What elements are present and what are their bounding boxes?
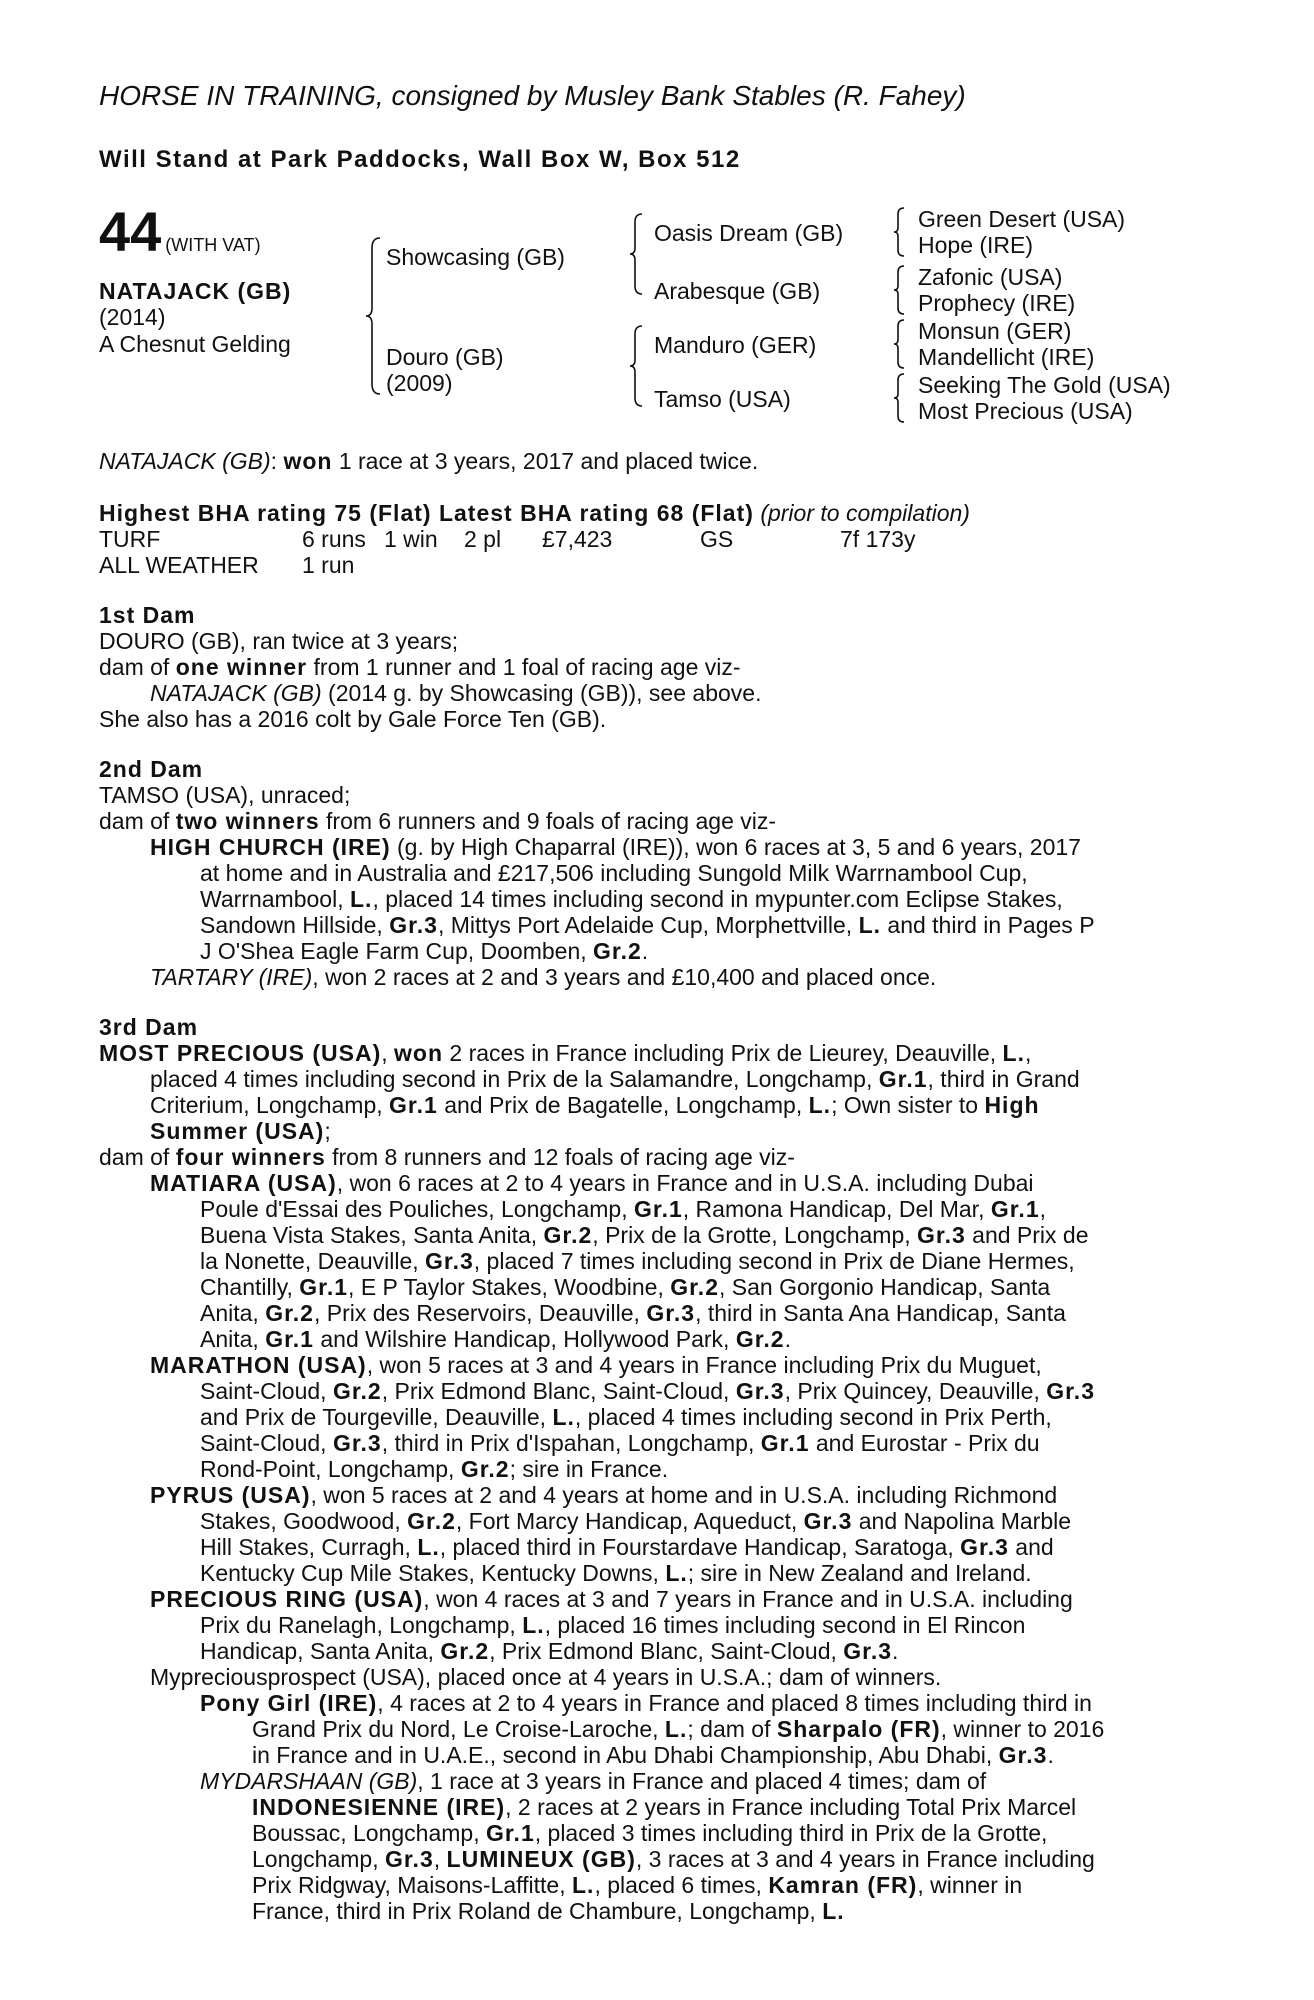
- first-dam-foal: NATAJACK (GB) (2014 g. by Showcasing (GB)), see above.: [150, 680, 762, 706]
- most-precious-line4: Summer (USA);: [150, 1118, 331, 1144]
- vat-note: (WITH VAT): [165, 235, 261, 255]
- pyrus-line4: Kentucky Cup Mile Stakes, Kentucky Downs, L.; sire in New Zealand and Ireland.: [200, 1560, 1032, 1586]
- pedigree-dam: Douro (GB): [386, 344, 504, 370]
- rating-line: Highest BHA rating 75 (Flat) Latest BHA rating 68 (Flat) (prior to compilation): [99, 500, 970, 526]
- pedigree-sire-dam: Arabesque (GB): [654, 278, 821, 304]
- mypreciousprospect-line: Mypreciousprospect (USA), placed once at 4 years in U.S.A.; dam of winners.: [150, 1664, 942, 1690]
- first-dam-produce: dam of one winner from 1 runner and 1 foal of racing age viz-: [99, 654, 741, 680]
- first-dam-line: DOURO (GB), ran twice at 3 years;: [99, 628, 459, 654]
- matiara-line4: la Nonette, Deauville, Gr.3, placed 7 times including second in Prix de Diane Hermes,: [200, 1248, 1075, 1274]
- precious-ring-line3: Handicap, Santa Anita, Gr.2, Prix Edmond Blanc, Saint-Cloud, Gr.3.: [200, 1638, 899, 1664]
- high-church-line5: J O'Shea Eagle Farm Cup, Doomben, Gr.2.: [200, 938, 649, 964]
- mydarshaan-line4: Longchamp, Gr.3, LUMINEUX (GB), 3 races at 3 and 4 years in France including: [252, 1846, 1095, 1872]
- mydarshaan-line2: INDONESIENNE (IRE), 2 races at 2 years in France including Total Prix Marcel: [252, 1794, 1077, 1820]
- pedigree-dss: Monsun (GER): [918, 318, 1072, 344]
- aw-label: ALL WEATHER: [99, 552, 259, 578]
- turf-distance: 7f 173y: [840, 526, 916, 552]
- turf-runs: 6 runs: [302, 526, 366, 552]
- pony-girl-line1: Pony Girl (IRE), 4 races at 2 to 4 years in France and placed 8 times including third in: [200, 1690, 1092, 1716]
- pedigree-brace-ss: [892, 206, 906, 258]
- turf-going: GS: [700, 526, 734, 552]
- first-dam-note: She also has a 2016 colt by Gale Force Ten (GB).: [99, 706, 607, 732]
- pedigree-brace-dam: [628, 324, 644, 408]
- precious-ring-line1: PRECIOUS RING (USA), won 4 races at 3 and 7 years in France and in U.S.A. including: [150, 1586, 1073, 1612]
- turf-prize: £7,423: [542, 526, 613, 552]
- marathon-line3: and Prix de Tourgeville, Deauville, L., placed 4 times including second in Prix Perth,: [200, 1404, 1052, 1430]
- matiara-line5: Chantilly, Gr.1, E P Taylor Stakes, Woodbine, Gr.2, San Gorgonio Handicap, Santa: [200, 1274, 1051, 1300]
- pedigree-sire-sire: Oasis Dream (GB): [654, 220, 844, 246]
- matiara-line1: MATIARA (USA), won 6 races at 2 to 4 years in France and in U.S.A. including Dubai: [150, 1170, 1034, 1196]
- mydarshaan-line3: Boussac, Longchamp, Gr.1, placed 3 times including third in Prix de la Grotte,: [252, 1820, 1048, 1846]
- race-summary: NATAJACK (GB): won 1 race at 3 years, 2017 and placed twice.: [99, 448, 759, 474]
- most-precious-line3: Criterium, Longchamp, Gr.1 and Prix de Bagatelle, Longchamp, L.; Own sister to High: [150, 1092, 1040, 1118]
- high-church-line1: HIGH CHURCH (IRE) (g. by High Chaparral (IRE)), won 6 races at 3, 5 and 6 years, 2017: [150, 834, 1081, 860]
- marathon-line2: Saint-Cloud, Gr.2, Prix Edmond Blanc, Saint-Cloud, Gr.3, Prix Quincey, Deauville, Gr.3: [200, 1378, 1095, 1404]
- mydarshaan-line1: MYDARSHAAN (GB), 1 race at 3 years in France and placed 4 times; dam of: [200, 1768, 987, 1794]
- marathon-line4: Saint-Cloud, Gr.3, third in Prix d'Ispahan, Longchamp, Gr.1 and Eurostar - Prix du: [200, 1430, 1040, 1456]
- high-church-line3: Warrnambool, L., placed 14 times including second in mypunter.com Eclipse Stakes,: [200, 886, 1063, 912]
- pony-girl-line2: Grand Prix du Nord, Le Croise-Laroche, L.; dam of Sharpalo (FR), winner to 2016: [252, 1716, 1105, 1742]
- horse-description: A Chesnut Gelding: [99, 331, 291, 357]
- lot-number-block: [99, 200, 261, 263]
- most-precious-line2: placed 4 times including second in Prix de la Salamandre, Longchamp, Gr.1, third in Grand: [150, 1066, 1080, 1092]
- mydarshaan-line6: France, third in Prix Roland de Chambure, Longchamp, L.: [252, 1898, 845, 1924]
- pedigree-sire: Showcasing (GB): [386, 244, 565, 270]
- stand-location: Will Stand at Park Paddocks, Wall Box W, Box 512: [99, 146, 741, 173]
- pedigree-ddd: Most Precious (USA): [918, 398, 1133, 424]
- mydarshaan-line5: Prix Ridgway, Maisons-Laffitte, L., placed 6 times, Kamran (FR), winner in: [252, 1872, 1023, 1898]
- matiara-line7: Anita, Gr.1 and Wilshire Handicap, Hollywood Park, Gr.2.: [200, 1326, 791, 1352]
- pony-girl-line3: in France and in U.A.E., second in Abu Dhabi Championship, Abu Dhabi, Gr.3.: [252, 1742, 1054, 1768]
- pedigree-sds: Zafonic (USA): [918, 264, 1063, 290]
- pedigree-brace-sire: [628, 212, 644, 296]
- pedigree-sss: Green Desert (USA): [918, 206, 1126, 232]
- pedigree-brace-dd: [892, 372, 906, 424]
- first-dam-heading: 1st Dam: [99, 602, 196, 628]
- horse-year: (2014): [99, 304, 166, 330]
- pedigree-dsd: Mandellicht (IRE): [918, 344, 1095, 370]
- page-header: HORSE IN TRAINING, consigned by Musley Bank Stables (R. Fahey): [99, 80, 966, 111]
- second-dam-produce: dam of two winners from 6 runners and 9 foals of racing age viz-: [99, 808, 777, 834]
- pedigree-brace-ds: [892, 318, 906, 370]
- turf-placed: 2 pl: [464, 526, 502, 552]
- precious-ring-line2: Prix du Ranelagh, Longchamp, L., placed 16 times including second in El Rincon: [200, 1612, 1026, 1638]
- pedigree-ssd: Hope (IRE): [918, 232, 1034, 258]
- marathon-line5: Rond-Point, Longchamp, Gr.2; sire in France.: [200, 1456, 669, 1482]
- pedigree-dam-sire: Manduro (GER): [654, 332, 817, 358]
- matiara-line6: Anita, Gr.2, Prix des Reservoirs, Deauville, Gr.3, third in Santa Ana Handicap, Santa: [200, 1300, 1066, 1326]
- high-church-line2: at home and in Australia and £217,506 including Sungold Milk Warrnambool Cup,: [200, 860, 1028, 886]
- pedigree-dds: Seeking The Gold (USA): [918, 372, 1171, 398]
- horse-name: NATAJACK (GB): [99, 278, 292, 304]
- pyrus-line2: Stakes, Goodwood, Gr.2, Fort Marcy Handicap, Aqueduct, Gr.3 and Napolina Marble: [200, 1508, 1072, 1534]
- second-dam-line: TAMSO (USA), unraced;: [99, 782, 351, 808]
- turf-label: TURF: [99, 526, 161, 552]
- aw-runs: 1 run: [302, 552, 355, 578]
- third-dam-heading: 3rd Dam: [99, 1014, 199, 1040]
- pedigree-brace-sd: [892, 264, 906, 316]
- pedigree-brace-gen1: [364, 236, 382, 396]
- pyrus-line1: PYRUS (USA), won 5 races at 2 and 4 years at home and in U.S.A. including Richmond: [150, 1482, 1058, 1508]
- matiara-line3: Buena Vista Stakes, Santa Anita, Gr.2, Prix de la Grotte, Longchamp, Gr.3 and Prix de: [200, 1222, 1089, 1248]
- third-dam-produce: dam of four winners from 8 runners and 12 foals of racing age viz-: [99, 1144, 795, 1170]
- most-precious-line1: MOST PRECIOUS (USA), won 2 races in France including Prix de Lieurey, Deauville, L.,: [99, 1040, 1032, 1066]
- turf-wins: 1 win: [384, 526, 438, 552]
- pedigree-sdd: Prophecy (IRE): [918, 290, 1076, 316]
- tartary-line: TARTARY (IRE), won 2 races at 2 and 3 years and £10,400 and placed once.: [150, 964, 937, 990]
- second-dam-heading: 2nd Dam: [99, 756, 204, 782]
- marathon-line1: MARATHON (USA), won 5 races at 3 and 4 years in France including Prix du Muguet,: [150, 1352, 1042, 1378]
- pyrus-line3: Hill Stakes, Curragh, L., placed third in Fourstardave Handicap, Saratoga, Gr.3 and: [200, 1534, 1054, 1560]
- pedigree-dam-year: (2009): [386, 370, 453, 396]
- pedigree-dam-dam: Tamso (USA): [654, 386, 791, 412]
- matiara-line2: Poule d'Essai des Pouliches, Longchamp, Gr.1, Ramona Handicap, Del Mar, Gr.1,: [200, 1196, 1047, 1222]
- high-church-line4: Sandown Hillside, Gr.3, Mittys Port Adelaide Cup, Morphettville, L. and third in Pages P: [200, 912, 1095, 938]
- lot-number: 44: [99, 200, 162, 263]
